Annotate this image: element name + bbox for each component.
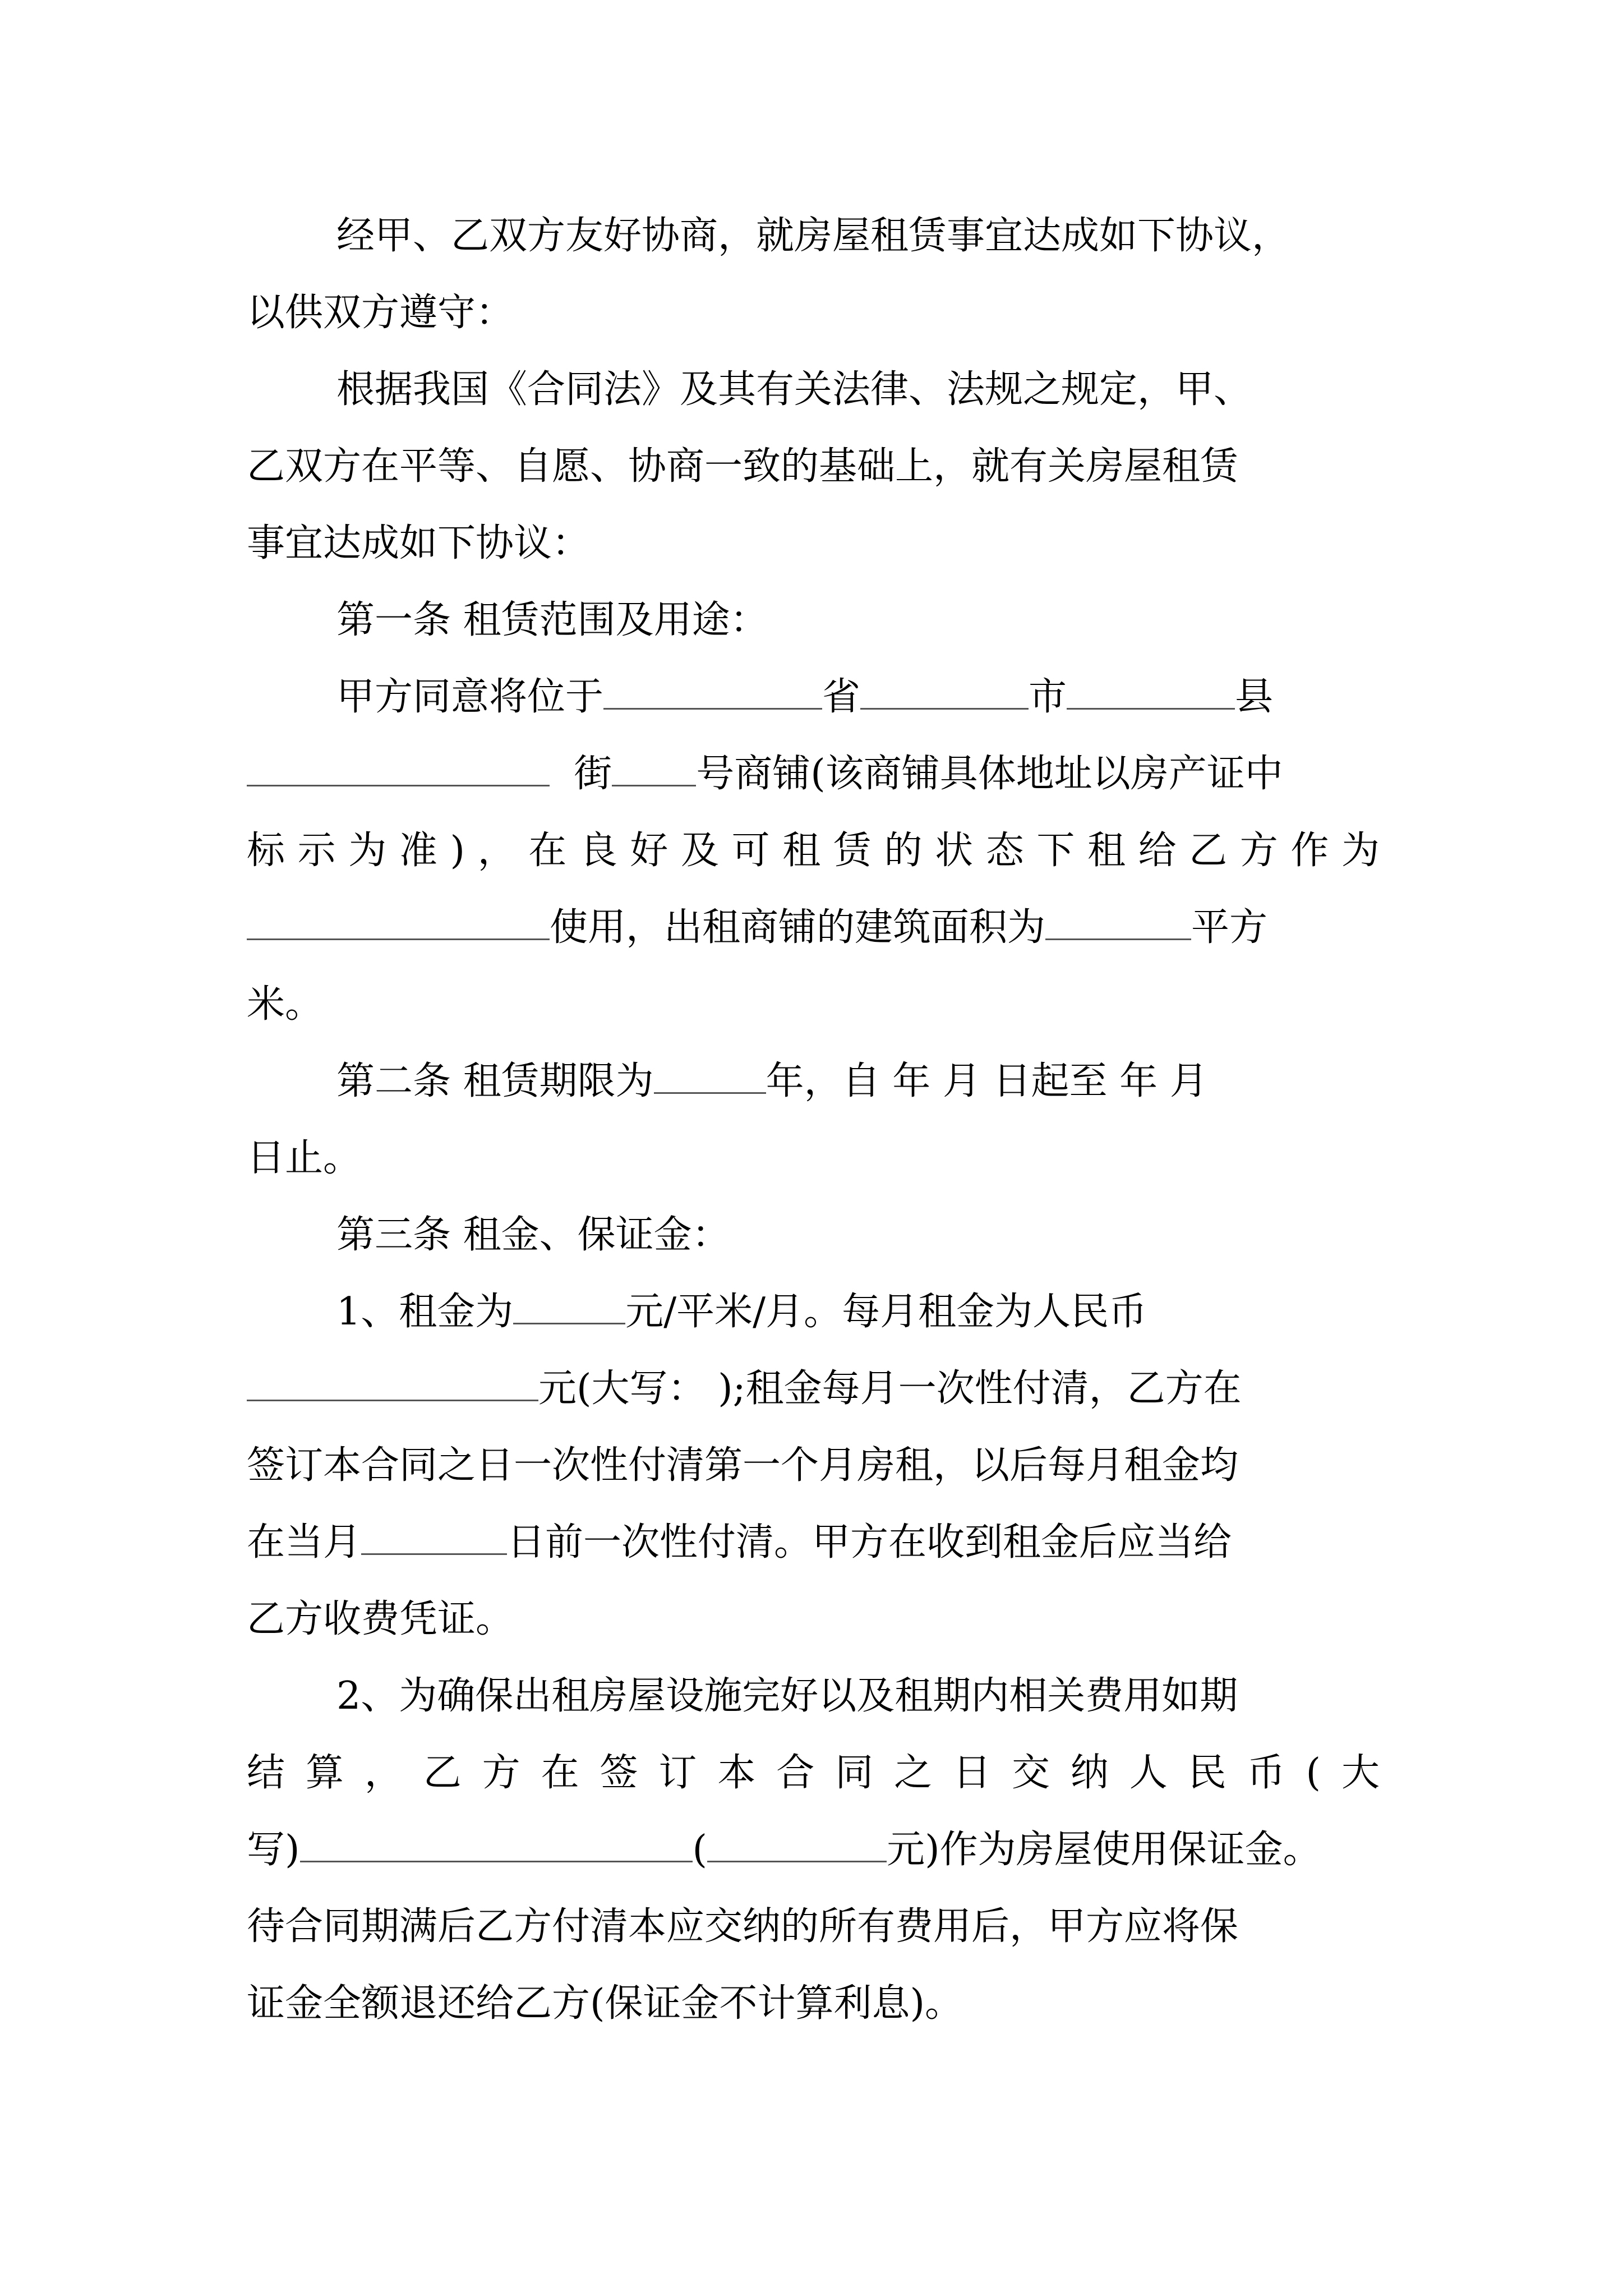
area-blank xyxy=(1045,903,1191,940)
article-3-p2-line-3 xyxy=(247,1811,1321,1888)
article-3-p1-line-5: 乙方收费凭证。 xyxy=(247,1597,514,1641)
article-1-line-5: 米。 xyxy=(247,982,324,1027)
article-3-text: 元(大写： );租金每月一次性付清，乙方在 xyxy=(538,1366,1242,1411)
article-3-p1-line-3: 签订本合同之日一次性付清第一个月房租，以后每月租金均 xyxy=(247,1443,1239,1488)
article-1-text: 市 xyxy=(1029,675,1067,719)
article-3-text: 写) xyxy=(247,1828,300,1872)
legal-basis-line-3: 事宜达成如下协议： xyxy=(247,521,591,565)
payment-day-blank xyxy=(361,1517,507,1555)
article-3-p1-line-4 xyxy=(247,1504,1232,1581)
article-1-text: 号商铺(该商铺具体地址以房产证中 xyxy=(696,752,1283,796)
article-1-text: 使用，出租商铺的建筑面积为 xyxy=(550,905,1046,950)
article-1-line-3: 标示为准)，在良好及可租赁的状态下租给乙方作为 xyxy=(247,829,1380,873)
article-3-p2-line-1: 2、为确保出租房屋设施完好以及租期内相关费用如期 xyxy=(336,1674,1238,1718)
article-1-line-4 xyxy=(247,889,1267,966)
article-3-p1-line-1 xyxy=(336,1273,1147,1350)
article-1-text: 县 xyxy=(1235,675,1274,719)
article-2-text: 第二条 租赁期限为 xyxy=(336,1059,654,1103)
article-1-text: 街 xyxy=(574,752,612,796)
article-2-line-2: 日止。 xyxy=(247,1136,362,1180)
street-blank xyxy=(247,749,550,786)
article-1-line-2 xyxy=(247,735,1283,812)
article-3-text: 元)作为房屋使用保证金。 xyxy=(887,1828,1321,1872)
rent-per-sqm-blank xyxy=(513,1287,625,1324)
article-3-p2-line-2: 结算，乙方在签订本合同之日交纳人民币(大 xyxy=(247,1751,1380,1795)
article-2-line-1 xyxy=(336,1043,1208,1120)
article-3-text: ( xyxy=(692,1828,708,1872)
shop-number-blank xyxy=(612,749,696,786)
article-3-text: 日前一次性付清。甲方在收到租金后应当给 xyxy=(507,1520,1232,1565)
article-1-text: 甲方同意将位于 xyxy=(336,675,604,719)
article-1-text: 省 xyxy=(822,675,861,719)
deposit-amount-blank xyxy=(707,1825,887,1862)
article-1-title: 第一条 租赁范围及用途： xyxy=(336,598,768,642)
usage-blank xyxy=(247,903,550,940)
monthly-rent-blank xyxy=(247,1364,538,1401)
legal-basis-line-2: 乙双方在平等、自愿、协商一致的基础上，就有关房屋租赁 xyxy=(247,444,1239,489)
article-3-text: 元/平米/月。每月租金为人民币 xyxy=(625,1290,1147,1334)
article-3-p2-line-4: 待合同期满后乙方付清本应交纳的所有费用后，甲方应将保 xyxy=(247,1904,1239,1949)
article-1-line-1 xyxy=(336,659,1273,735)
article-3-text: 1、租金为 xyxy=(336,1290,514,1334)
article-1-text: 平方 xyxy=(1191,905,1268,950)
county-blank xyxy=(1067,672,1235,710)
city-blank xyxy=(860,672,1029,710)
article-3-title: 第三条 租金、保证金： xyxy=(336,1213,730,1257)
deposit-words-blank xyxy=(300,1825,693,1862)
province-blank xyxy=(603,672,822,710)
intro-line-1: 经甲、乙双方友好协商，就房屋租赁事宜达成如下协议， xyxy=(336,214,1290,258)
legal-basis-line-1: 根据我国《合同法》及其有关法律、法规之规定，甲、 xyxy=(336,367,1252,412)
lease-years-blank xyxy=(654,1056,766,1094)
article-3-text: 在当月 xyxy=(247,1520,362,1565)
intro-line-2: 以供双方遵守： xyxy=(247,291,514,335)
article-2-text: 年，自 年 月 日起至 年 月 xyxy=(766,1059,1208,1103)
article-3-p1-line-2 xyxy=(247,1350,1242,1427)
article-3-p2-line-5: 证金全额退还给乙方(保证金不计算利息)。 xyxy=(247,1981,963,2026)
